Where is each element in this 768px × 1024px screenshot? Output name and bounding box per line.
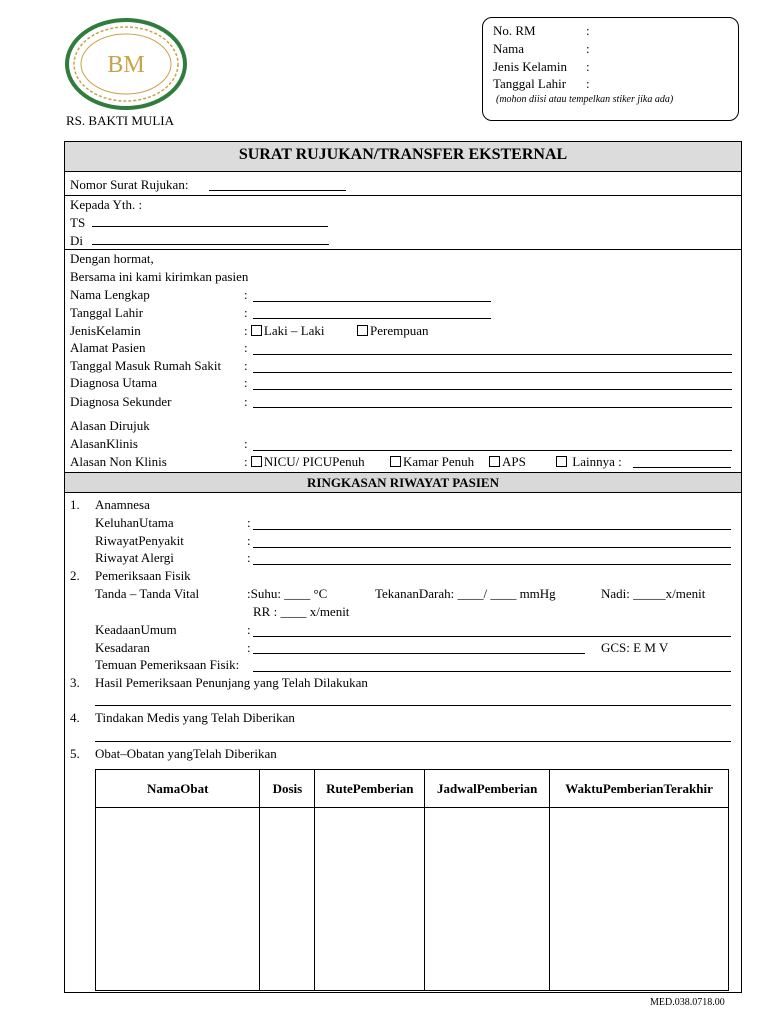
table-row: [96, 808, 729, 991]
colon: :: [244, 375, 248, 390]
keluhan-field[interactable]: [253, 529, 731, 530]
anamnesa-label: Anamnesa: [95, 497, 150, 512]
tindakan-field[interactable]: [95, 741, 731, 742]
address-field[interactable]: [253, 354, 732, 355]
col-header-jadwal: JadwalPemberian: [425, 770, 550, 808]
full-name-field[interactable]: [253, 301, 491, 302]
colon: :: [247, 640, 251, 655]
lainnya-option: [556, 454, 622, 470]
greeting: Dengan hormat,: [70, 251, 154, 266]
intro-sentence: Bersama ini kami kirimkan pasien: [70, 269, 249, 284]
table-header-row: [96, 770, 729, 808]
nadi-field[interactable]: Nadi: _____x/menit: [601, 586, 706, 601]
summary-header: RINGKASAN RIWAYAT PASIEN: [65, 472, 741, 493]
hasil-label: Hasil Pemeriksaan Penunjang yang Telah Dilakukan: [95, 675, 368, 690]
clinical-reason-field[interactable]: [253, 450, 732, 451]
secondary-diag-field[interactable]: [253, 407, 732, 408]
colon: :: [244, 305, 248, 320]
clinical-reason-label: AlasanKlinis: [70, 436, 138, 451]
dob-label: Tanggal Lahir: [70, 305, 144, 320]
letter-number-field[interactable]: [209, 190, 346, 191]
aps-label: APS: [502, 454, 526, 469]
colon: :: [247, 533, 251, 548]
riwayat-penyakit-field[interactable]: [253, 547, 731, 548]
hasil-field[interactable]: [95, 705, 731, 706]
nonclinical-options: [244, 454, 365, 470]
gender-label: Jenis Kelamin: [493, 59, 568, 74]
name-colon: :: [586, 41, 590, 56]
kamar-option: [390, 454, 474, 470]
table-cell[interactable]: [425, 808, 550, 991]
tekanan-field[interactable]: TekananDarah: ____/ ____ mmHg: [375, 586, 556, 601]
tindakan-label: Tindakan Medis yang Telah Diberikan: [95, 710, 295, 725]
suhu-field[interactable]: :Suhu: ____ °C: [247, 586, 328, 601]
lainnya-field[interactable]: [633, 467, 731, 468]
id-note: (mohon diisi atau tempelkan stiker jika ada): [496, 94, 674, 105]
colon: :: [244, 340, 248, 355]
table-cell[interactable]: [315, 808, 425, 991]
aps-option: [489, 454, 526, 470]
letter-number-label: Nomor Surat Rujukan:: [70, 177, 189, 192]
num-4: 4.: [70, 710, 80, 725]
colon: :: [247, 550, 251, 565]
divider: [64, 195, 742, 196]
col-header-nama-obat: NamaObat: [96, 770, 260, 808]
keadaan-field[interactable]: [253, 636, 731, 637]
main-diag-field[interactable]: [253, 389, 732, 390]
hospital-logo: [64, 17, 188, 111]
riwayat-penyakit-label: RiwayatPenyakit: [95, 533, 184, 548]
nicu-label: NICU/ PICUPenuh: [263, 454, 365, 469]
table-cell[interactable]: [96, 808, 260, 991]
colon: :: [244, 358, 248, 373]
nicu-checkbox[interactable]: [251, 456, 262, 467]
nonclinical-reason-label: Alasan Non Klinis: [70, 454, 167, 469]
main-diag-label: Diagnosa Utama: [70, 375, 158, 390]
rm-label: No. RM: [493, 23, 536, 38]
female-option: [357, 323, 428, 339]
male-label: Laki – Laki: [263, 323, 325, 338]
tanda-vital-label: Tanda – Tanda Vital: [95, 586, 200, 601]
divider: [64, 249, 742, 250]
colon: :: [244, 287, 248, 302]
gender-colon: :: [586, 59, 590, 74]
name-label: Nama: [493, 41, 525, 56]
colon: :: [247, 622, 251, 637]
form-title: SURAT RUJUKAN/TRANSFER EKSTERNAL: [238, 146, 568, 163]
female-label: Perempuan: [370, 323, 429, 338]
rm-colon: :: [586, 23, 590, 38]
dob-field[interactable]: [253, 318, 491, 319]
to-label: Kepada Yth. :: [70, 197, 143, 212]
lainnya-checkbox[interactable]: [556, 456, 567, 467]
kesadaran-field[interactable]: [253, 653, 585, 654]
admit-date-field[interactable]: [253, 372, 732, 373]
num-1: 1.: [70, 497, 80, 512]
colon: :: [244, 323, 248, 338]
num-3: 3.: [70, 675, 80, 690]
temuan-field[interactable]: [253, 671, 731, 672]
colon: :: [244, 436, 248, 451]
full-name-label: Nama Lengkap: [70, 287, 150, 302]
ts-field[interactable]: [92, 226, 328, 227]
dob-label: Tanggal Lahir: [493, 76, 567, 91]
address-label: Alamat Pasien: [70, 340, 146, 355]
obat-label: Obat–Obatan yangTelah Diberikan: [95, 746, 277, 761]
riwayat-alergi-label: Riwayat Alergi: [95, 550, 174, 565]
gcs-field[interactable]: GCS: E M V: [601, 640, 669, 655]
female-checkbox[interactable]: [357, 325, 368, 336]
table-cell[interactable]: [550, 808, 729, 991]
gender-label: JenisKelamin: [70, 323, 141, 338]
temuan-label: Temuan Pemeriksaan Fisik:: [95, 657, 240, 672]
reason-label: Alasan Dirujuk: [70, 418, 150, 433]
pemeriksaan-label: Pemeriksaan Fisik: [95, 568, 191, 583]
col-header-dosis: Dosis: [260, 770, 315, 808]
colon: :: [247, 515, 251, 530]
medication-table: [95, 769, 729, 991]
ts-label: TS: [70, 215, 86, 230]
table-cell[interactable]: [260, 808, 315, 991]
kesadaran-label: Kesadaran: [95, 640, 150, 655]
kamar-label: Kamar Penuh: [403, 454, 475, 469]
riwayat-alergi-field[interactable]: [253, 564, 731, 565]
num-2: 2.: [70, 568, 80, 583]
hospital-name: RS. BAKTI MULIA: [66, 113, 174, 128]
admit-date-label: Tanggal Masuk Rumah Sakit: [70, 358, 222, 373]
secondary-diag-label: Diagnosa Sekunder: [70, 394, 172, 409]
keadaan-label: KeadaanUmum: [95, 622, 177, 637]
colon: :: [244, 394, 248, 409]
aps-checkbox[interactable]: [489, 456, 500, 467]
keluhan-label: KeluhanUtama: [95, 515, 174, 530]
svg-text:BM: BM: [107, 52, 145, 78]
col-header-rute: RutePemberian: [315, 770, 425, 808]
male-checkbox[interactable]: [251, 325, 262, 336]
di-field[interactable]: [92, 244, 329, 245]
dob-colon: :: [586, 76, 590, 91]
footer-code: MED.038.0718.00: [650, 997, 725, 1008]
kamar-checkbox[interactable]: [390, 456, 401, 467]
gender-options: [244, 323, 325, 339]
colon: :: [244, 454, 248, 469]
col-header-waktu: WaktuPemberianTerakhir: [550, 770, 729, 808]
rr-field[interactable]: RR : ____ x/menit: [253, 604, 350, 619]
num-5: 5.: [70, 746, 80, 761]
lainnya-label: Lainnya :: [572, 454, 622, 469]
di-label: Di: [70, 233, 83, 248]
